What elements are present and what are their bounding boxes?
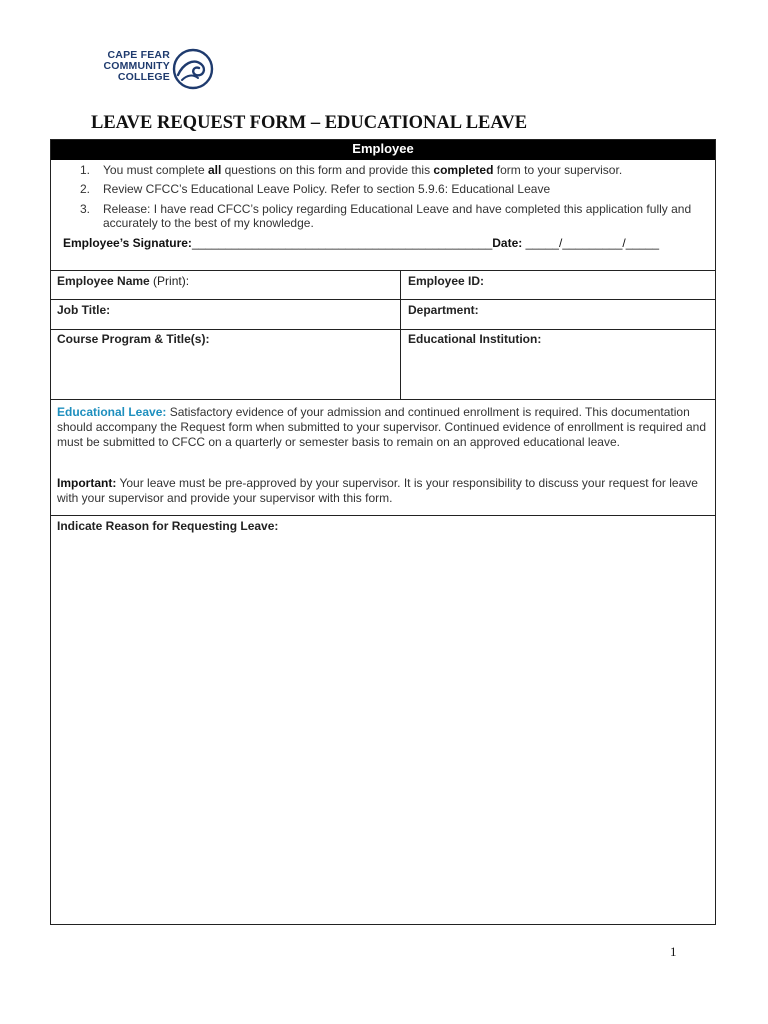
college-logo: [92, 44, 222, 100]
divider: [51, 299, 715, 300]
instruction-number: 1.: [80, 163, 91, 177]
divider: [51, 515, 715, 516]
logo-text: [92, 50, 170, 83]
divider: [51, 329, 715, 330]
leave-request-form: [50, 139, 716, 925]
column-divider: [400, 270, 401, 399]
section-header-label: Employee: [352, 141, 414, 156]
educational-institution-field[interactable]: Educational Institution:: [408, 332, 542, 346]
important-paragraph: [57, 476, 707, 506]
signature-field[interactable]: _____________________________________________: [191, 236, 493, 250]
educational-leave-text: Satisfactory evidence of your admission and continued enrollment is required. This documentation should accompany the Request form when submitted to your supervisor. Continued evidence of enrollment is required and must be submitted to CFCC on a quarterly or semester basis to remain on an approved educational leave.: [57, 405, 707, 449]
page-number: 1: [670, 944, 677, 959]
cfcc-wave-logo-icon: [171, 44, 217, 94]
instruction-text: Release: I have read CFCC’s policy regarding Educational Leave and have completed this application fully and accurately to the best of my knowledge.: [103, 202, 692, 230]
signature-label: Employee’s Signature:: [63, 236, 192, 250]
divider: [51, 399, 715, 400]
divider: [51, 270, 715, 271]
date-label: Date:: [492, 236, 523, 250]
instruction-number: 2.: [80, 182, 91, 196]
important-label: Important:: [57, 476, 117, 490]
signature-row[interactable]: [63, 236, 659, 250]
employee-name-label: Employee Name: [57, 274, 150, 288]
educational-leave-paragraph: [57, 405, 707, 450]
reason-field[interactable]: Indicate Reason for Requesting Leave:: [57, 519, 279, 533]
logo-line-3: COLLEGE: [117, 71, 170, 83]
section-header-bar: [51, 140, 715, 160]
important-text: Your leave must be pre-approved by your supervisor. It is your responsibility to discuss your request for leave with your supervisor and provide your supervisor with this form.: [57, 476, 698, 505]
educational-leave-label: Educational Leave:: [57, 405, 167, 419]
date-field[interactable]: _____/_________/_____: [522, 236, 660, 250]
employee-name-note: (Print):: [149, 274, 190, 288]
job-title-field[interactable]: Job Title:: [57, 303, 111, 317]
course-program-field[interactable]: Course Program & Title(s):: [57, 332, 210, 346]
instruction-text: You must complete all questions on this form and provide this completed form to your supervisor.: [103, 163, 623, 177]
instruction-text: Review CFCC’s Educational Leave Policy. Refer to section 5.9.6: Educational Leave: [103, 182, 551, 196]
employee-id-field[interactable]: Employee ID:: [408, 274, 485, 288]
department-field[interactable]: Department:: [408, 303, 479, 317]
logo-line-2: COMMUNITY: [103, 60, 170, 72]
form-title: LEAVE REQUEST FORM – EDUCATIONAL LEAVE: [91, 113, 528, 133]
logo-line-1: CAPE FEAR: [107, 49, 170, 61]
instruction-number: 3.: [80, 202, 91, 216]
employee-name-field[interactable]: [57, 274, 189, 288]
